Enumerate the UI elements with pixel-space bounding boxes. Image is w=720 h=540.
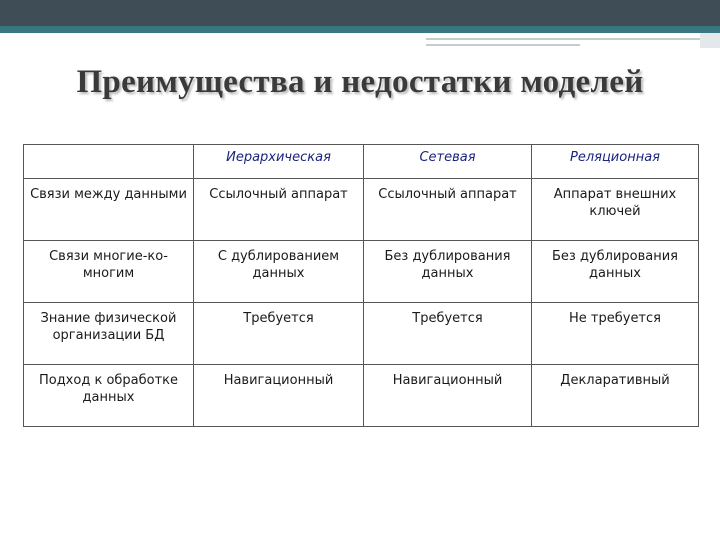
row-label: Связи между данными [24, 179, 194, 241]
table-cell: Декларативный [532, 365, 699, 427]
header-cell-relational: Реляционная [532, 145, 699, 179]
row-label: Знание физической организации БД [24, 303, 194, 365]
header-cell-network: Сетевая [364, 145, 532, 179]
table-row [24, 241, 699, 303]
header-cell-hierarchical: Иерархическая [194, 145, 364, 179]
table-cell: Без дублирования данных [364, 241, 532, 303]
accent-line [426, 38, 720, 40]
row-label: Связи многие-ко-многим [24, 241, 194, 303]
table-cell: Ссылочный аппарат [364, 179, 532, 241]
table-cell: Ссылочный аппарат [194, 179, 364, 241]
table-cell: Навигационный [194, 365, 364, 427]
accent-line [426, 44, 580, 46]
table-row [24, 303, 699, 365]
table-cell: Требуется [194, 303, 364, 365]
teal-strip [0, 26, 720, 33]
table-cell: Навигационный [364, 365, 532, 427]
header-cell-empty [24, 145, 194, 179]
row-label: Подход к обработке данных [24, 365, 194, 427]
table-row [24, 179, 699, 241]
top-band [0, 0, 720, 26]
table-row [24, 365, 699, 427]
table-cell: Требуется [364, 303, 532, 365]
comparison-table [23, 144, 699, 427]
table-cell: Не требуется [532, 303, 699, 365]
table-cell: Без дублирования данных [532, 241, 699, 303]
slide-title: Преимущества и недостатки моделей [76, 64, 644, 100]
table-cell: Аппарат внешних ключей [532, 179, 699, 241]
table-cell: С дублированием данных [194, 241, 364, 303]
table-header-row [24, 145, 699, 179]
accent-block [700, 33, 720, 48]
